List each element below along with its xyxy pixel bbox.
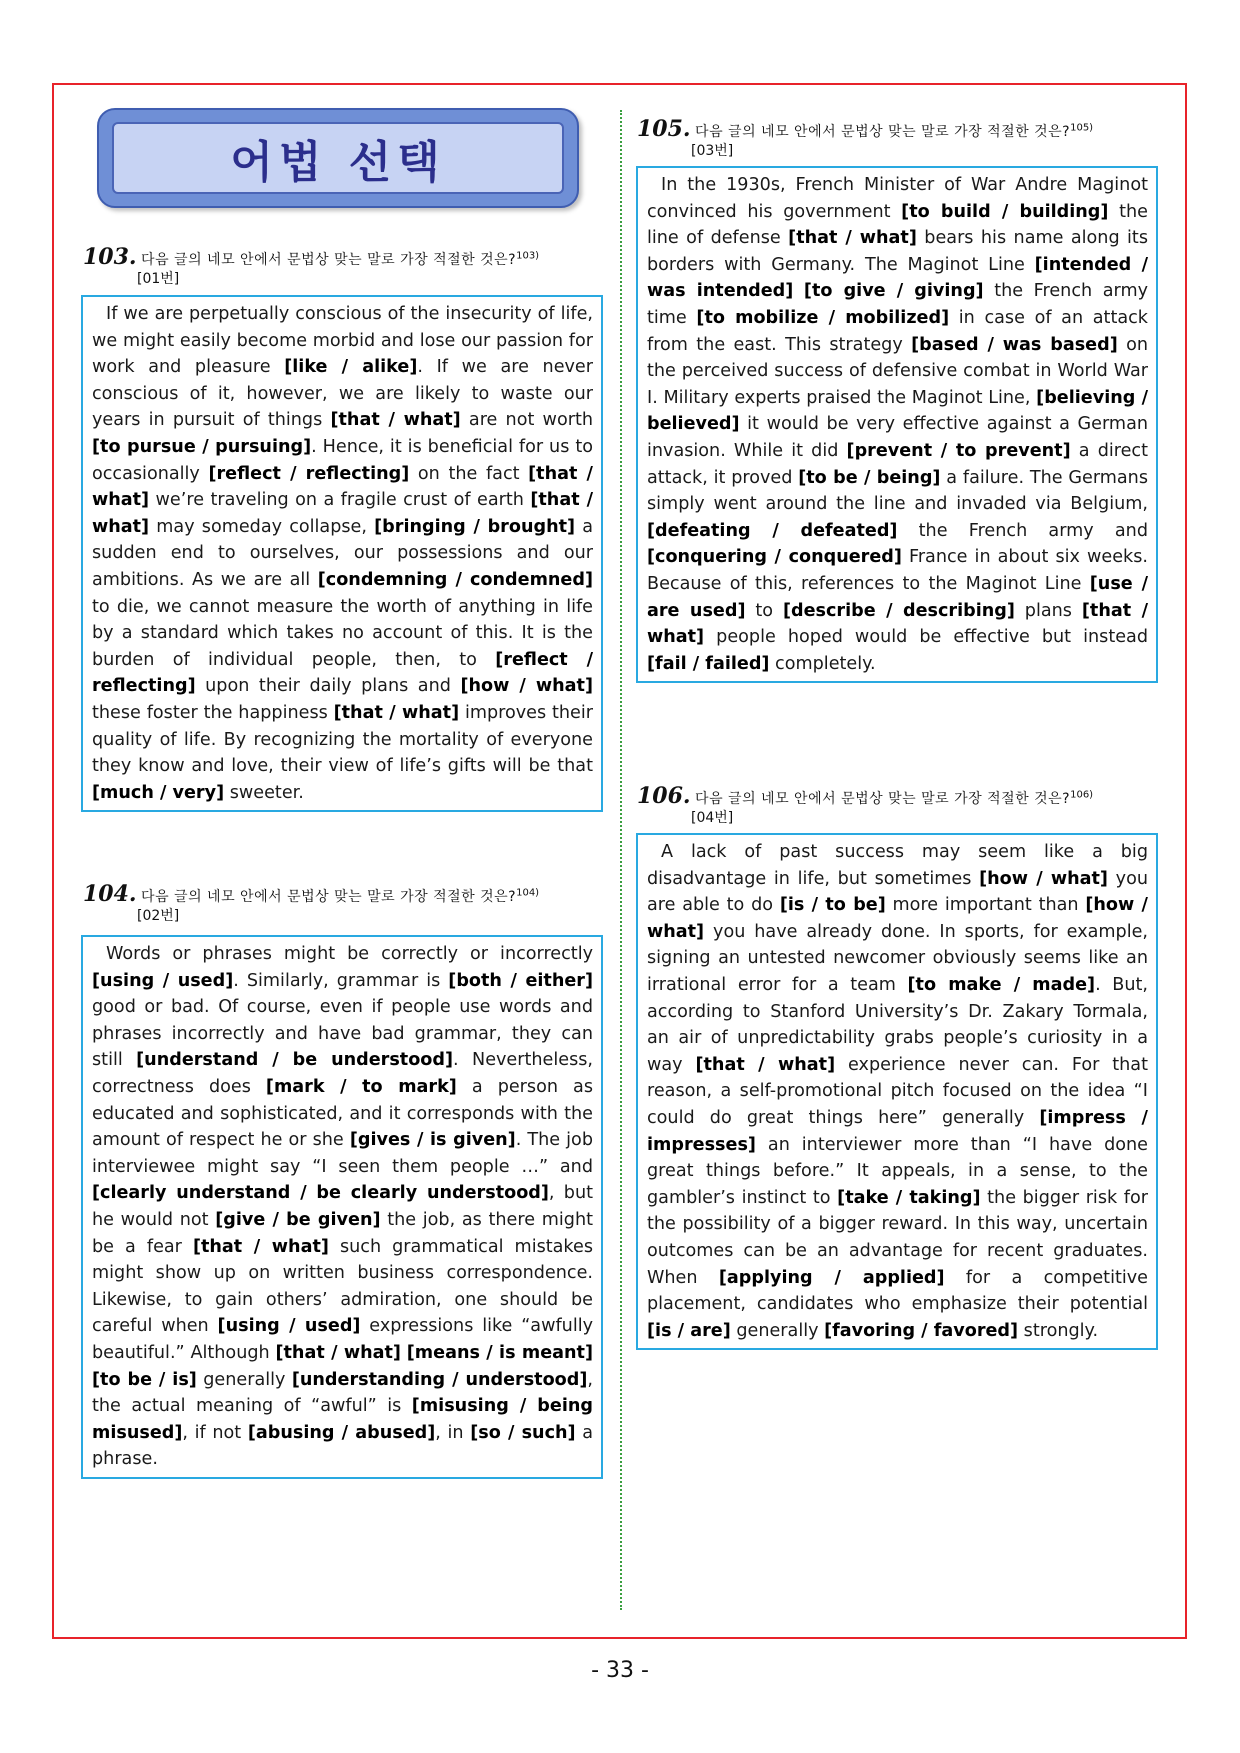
passage-segment: plans bbox=[1014, 600, 1082, 621]
passage-box bbox=[636, 166, 1158, 683]
passage-segment: If we are perpetually conscious of the insecurity of life, we might easily become morbid and lose our passion for work and pleasure bbox=[92, 304, 593, 378]
passage-segment: . Hence, it is beneficial for us to occasionally bbox=[92, 436, 593, 484]
grammar-choice: [so / such] bbox=[470, 1422, 576, 1443]
question-source: [01번] bbox=[137, 271, 180, 287]
section-title-inner bbox=[112, 122, 564, 194]
question-prompt: 다음 글의 네모 안에서 문법상 맞는 말로 가장 적절한 것은? bbox=[695, 124, 1071, 140]
grammar-choice: [how / what] bbox=[460, 676, 593, 697]
question-header bbox=[83, 881, 539, 925]
page-title: 어법 선택 bbox=[230, 137, 446, 188]
passage-segment: the bigger risk for the possibility of a bigger reward. In this way, uncertain outcomes can be an advantage for recent graduates. When bbox=[647, 1187, 1148, 1288]
grammar-choice: [that / what] bbox=[92, 490, 593, 537]
passage-segment bbox=[793, 281, 804, 301]
question-source: [04번] bbox=[691, 810, 734, 826]
grammar-choice: [describe / describing] bbox=[782, 600, 1015, 621]
passage-segment: the job, as there might be a fear bbox=[92, 1209, 593, 1257]
grammar-choice: [defeating / defeated] bbox=[647, 520, 898, 541]
grammar-choice: [is / are] bbox=[647, 1320, 731, 1341]
question-number: 106. bbox=[637, 783, 691, 809]
passage-segment: improves their quality of life. By recognizing the mortality of everyone they know and love, their view of life’s gifts will be that bbox=[92, 702, 593, 777]
grammar-choice: [believing / believed] bbox=[647, 387, 1148, 435]
grammar-choice: [mark / to mark] bbox=[265, 1076, 457, 1097]
grammar-choice: [understanding / understood] bbox=[291, 1369, 588, 1390]
grammar-choice: [that / what] bbox=[695, 1054, 836, 1075]
grammar-choice: [take / taking] bbox=[837, 1187, 981, 1208]
passage-segment: Words or phrases might be correctly or incorrectly bbox=[106, 944, 593, 964]
passage-segment: it would be very effective against a German invasion. While it did bbox=[647, 414, 1148, 461]
passage-segment: the line of defense bbox=[647, 201, 1148, 249]
passage-segment: . Nevertheless, correctness does bbox=[92, 1050, 593, 1097]
question-source: [03번] bbox=[691, 143, 734, 159]
grammar-choice: [like / alike] bbox=[284, 357, 418, 378]
grammar-choice: [that / what] bbox=[192, 1236, 329, 1257]
passage-box bbox=[81, 935, 603, 1479]
grammar-choice: [that / what] bbox=[92, 463, 593, 511]
passage-text bbox=[647, 839, 1148, 1344]
question-prompt: 다음 글의 네모 안에서 문법상 맞는 말로 가장 적절한 것은? bbox=[695, 791, 1071, 807]
passage-segment: upon their daily plans and bbox=[195, 676, 461, 697]
footnote-marker: 104) bbox=[516, 887, 540, 899]
passage-text bbox=[92, 301, 593, 806]
passage-segment: are not worth bbox=[460, 410, 593, 431]
grammar-choice: [gives / is given] bbox=[349, 1130, 516, 1151]
passage-segment: bears his name along its borders with Germany. The Maginot Line bbox=[647, 228, 1148, 275]
passage-segment: , but he would not bbox=[92, 1183, 593, 1230]
footnote-marker: 106) bbox=[1070, 789, 1094, 801]
column-divider bbox=[620, 110, 622, 1610]
grammar-choice: [clearly understand / be clearly understood] bbox=[92, 1183, 549, 1204]
passage-segment: . If we are never conscious of it, however, we are likely to waste our years in pursuit of things bbox=[92, 357, 593, 431]
grammar-choice: [reflect / reflecting] bbox=[208, 463, 410, 484]
passage-segment: a phrase. bbox=[92, 1422, 593, 1470]
grammar-choice: [to pursue / pursuing] bbox=[92, 436, 312, 457]
passage-segment: to die, we cannot measure the worth of anything in life by a standard which takes no account of this. It is the burden of individual people, then, to bbox=[92, 596, 593, 670]
question-number: 104. bbox=[83, 881, 137, 907]
passage-segment: France in about six weeks. Because of this, references to the Maginot Line bbox=[647, 547, 1148, 594]
passage-segment: . But, according to Stanford University’s Dr. Zakary Tormala, an air of unpredictability grabs people’s curiosity in a way bbox=[647, 974, 1148, 1075]
passage-segment: on the fact bbox=[409, 463, 529, 484]
passage-segment: In the 1930s, French Minister of War Andre Maginot convinced his government bbox=[647, 175, 1148, 222]
footnote-marker: 105) bbox=[1070, 122, 1094, 134]
passage-segment: you are able to do bbox=[647, 868, 1149, 916]
passage-segment: good or bad. Of course, even if people use words and phrases incorrectly and have bad grammar, they can still bbox=[92, 997, 593, 1071]
passage-text bbox=[92, 941, 593, 1473]
grammar-choice: [prevent / to prevent] bbox=[846, 440, 1071, 461]
grammar-choice: [to be / is] bbox=[92, 1369, 197, 1390]
passage-segment: may someday collapse, bbox=[149, 516, 375, 537]
grammar-choice: [that / what] bbox=[275, 1342, 401, 1363]
grammar-choice: [to build / building] bbox=[901, 201, 1109, 222]
passage-segment: such grammatical mistakes might show up on written business correspondence. Likewise, to gain others’ admiration, one should be careful when bbox=[92, 1236, 593, 1337]
grammar-choice: [that / what] bbox=[333, 702, 460, 723]
passage-segment: . The job interviewee might say “I seen them people …” and bbox=[92, 1130, 593, 1177]
grammar-choice: [to make / made] bbox=[907, 974, 1096, 995]
question-header bbox=[637, 783, 1093, 827]
passage-segment: the French army and bbox=[897, 520, 1148, 541]
grammar-choice: [that / what] bbox=[330, 410, 461, 431]
grammar-choice: [intended / was intended] bbox=[647, 254, 1149, 302]
passage-segment: sweeter. bbox=[224, 782, 304, 803]
passage-segment: , if not bbox=[182, 1422, 248, 1443]
grammar-choice: [means / is meant] bbox=[406, 1342, 594, 1363]
passage-segment: you have already done. In sports, for example, signing an untested newcomer obviously seems like an irrational error for a team bbox=[647, 921, 1148, 995]
passage-segment: an interviewer more than “I have done great things before.” It appeals, in a sense, to the gambler’s instinct to bbox=[647, 1134, 1148, 1208]
grammar-choice: [is / to be] bbox=[779, 895, 886, 916]
question-header bbox=[637, 116, 1093, 160]
grammar-choice: [how / what] bbox=[647, 895, 1148, 942]
passage-segment: , in bbox=[435, 1422, 471, 1443]
grammar-choice: [understand / be understood] bbox=[136, 1050, 454, 1071]
grammar-choice: [both / either] bbox=[448, 970, 594, 991]
passage-segment: more important than bbox=[885, 895, 1086, 916]
passage-segment: on the perceived success of defensive combat in World War I. Military experts praised the Maginot Line, bbox=[647, 334, 1148, 408]
question-prompt: 다음 글의 네모 안에서 문법상 맞는 말로 가장 적절한 것은? bbox=[141, 252, 517, 268]
grammar-choice: [that / what] bbox=[647, 600, 1148, 648]
passage-segment: a person as educated and sophisticated, and it corresponds with the amount of respect he or she bbox=[92, 1076, 593, 1151]
passage-segment: generally bbox=[196, 1369, 292, 1390]
question-prompt: 다음 글의 네모 안에서 문법상 맞는 말로 가장 적절한 것은? bbox=[141, 889, 517, 905]
grammar-choice: [fail / failed] bbox=[647, 653, 770, 674]
grammar-choice: [reflect / reflecting] bbox=[92, 649, 594, 697]
passage-segment: a direct attack, it proved bbox=[647, 440, 1149, 488]
grammar-choice: [impress / impresses] bbox=[647, 1107, 1148, 1155]
passage-segment: for a competitive placement, candidates who emphasize their potential bbox=[647, 1267, 1148, 1315]
grammar-choice: [applying / applied] bbox=[718, 1267, 945, 1288]
question-number: 103. bbox=[83, 244, 137, 270]
grammar-choice: [using / used] bbox=[92, 970, 234, 991]
grammar-choice: [based / was based] bbox=[911, 334, 1118, 355]
grammar-choice: [to mobilize / mobilized] bbox=[696, 307, 950, 328]
passage-box bbox=[636, 833, 1158, 1350]
passage-segment: completely. bbox=[769, 653, 876, 674]
grammar-choice: [using / used] bbox=[217, 1316, 361, 1337]
passage-segment: expressions like “awfully beautiful.” Although bbox=[92, 1316, 594, 1363]
grammar-choice: [that / what] bbox=[788, 228, 917, 249]
passage-segment: . Similarly, grammar is bbox=[233, 970, 449, 991]
passage-segment: strongly. bbox=[1018, 1320, 1099, 1341]
grammar-choice: [much / very] bbox=[92, 782, 225, 803]
question-header bbox=[83, 244, 539, 288]
section-title-banner bbox=[97, 108, 579, 208]
passage-segment: to bbox=[745, 600, 783, 621]
passage-text bbox=[647, 172, 1148, 677]
passage-segment: a sudden end to ourselves, our possessions and our ambitions. As we are all bbox=[92, 516, 594, 590]
passage-segment: the French army time bbox=[647, 281, 1148, 328]
passage-segment: experience never can. For that reason, a self-promotional pitch focused on the idea “I could do great things here” generally bbox=[647, 1054, 1148, 1128]
grammar-choice: [to be / being] bbox=[798, 467, 941, 488]
passage-segment: a failure. The Germans simply went around the line and invaded via Belgium, bbox=[647, 467, 1148, 515]
grammar-choice: [how / what] bbox=[979, 868, 1108, 889]
grammar-choice: [abusing / abused] bbox=[247, 1422, 436, 1443]
grammar-choice: [misusing / being misused] bbox=[92, 1396, 593, 1443]
grammar-choice: [bringing / brought] bbox=[374, 516, 576, 537]
footnote-marker: 103) bbox=[516, 250, 540, 262]
passage-segment: , the actual meaning of “awful” is bbox=[92, 1369, 593, 1417]
grammar-choice: [to give / giving] bbox=[803, 281, 984, 302]
question-number: 105. bbox=[637, 116, 691, 142]
grammar-choice: [use / are used] bbox=[647, 573, 1148, 621]
page-number: - 33 - bbox=[591, 1658, 649, 1683]
passage-segment: generally bbox=[730, 1320, 825, 1341]
question-source: [02번] bbox=[137, 908, 180, 924]
passage-segment: these foster the happiness bbox=[92, 702, 334, 723]
passage-segment: A lack of past success may seem like a big disadvantage in life, but sometimes bbox=[647, 842, 1148, 889]
passage-segment: in case of an attack from the east. This strategy bbox=[647, 307, 1148, 355]
grammar-choice: [conquering / conquered] bbox=[647, 547, 902, 568]
passage-segment: people hoped would be effective but instead bbox=[704, 627, 1148, 648]
grammar-choice: [give / be given] bbox=[215, 1209, 381, 1230]
grammar-choice: [condemning / condemned] bbox=[317, 569, 593, 590]
passage-segment: we’re traveling on a fragile crust of earth bbox=[149, 490, 531, 511]
grammar-choice: [favoring / favored] bbox=[824, 1320, 1019, 1341]
passage-box bbox=[81, 295, 603, 812]
